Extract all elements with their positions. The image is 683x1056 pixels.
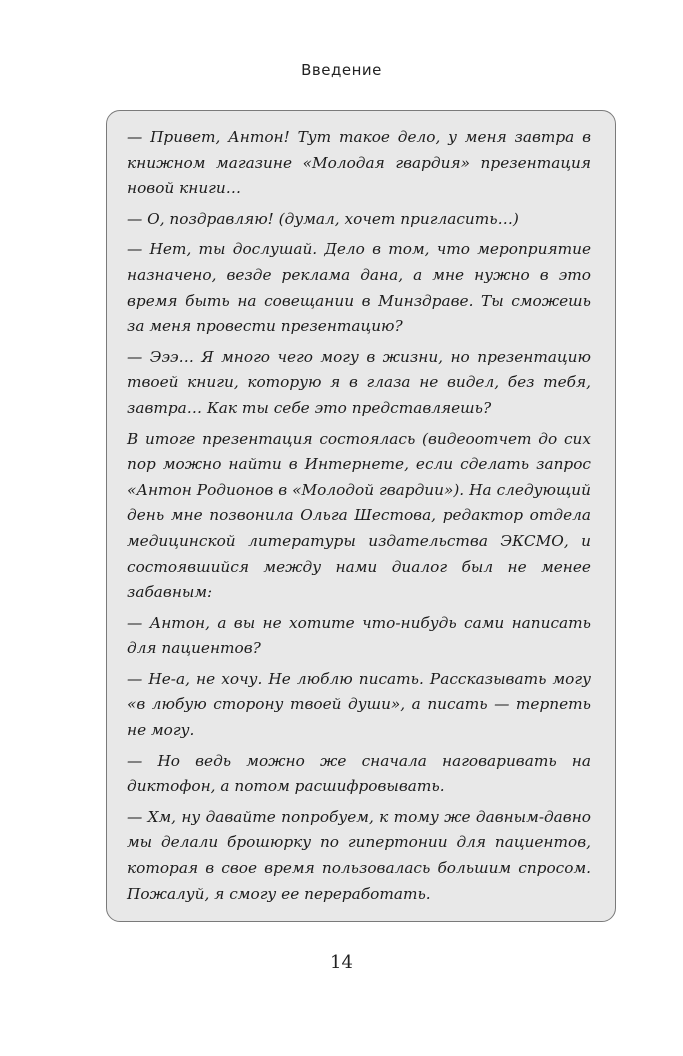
dialogue-paragraph-4: — Эээ… Я много чего могу в жизни, но презентацию твоей книги, которую я в глаза не видел, без тебя, завтра… Как ты себе это представляешь?	[127, 347, 591, 417]
dialogue-paragraph-8: — Хм, ну давайте попробуем, к тому же давным-давно мы делали брошюрку по гипертонии для пациентов, которая в свое время пользовалась большим спросом. Пожалуй, я смогу ее переработать.	[127, 807, 591, 903]
running-head: Введение	[301, 61, 382, 79]
page-number: 14	[330, 952, 353, 973]
dialogue-paragraph-6: — Не-а, не хочу. Не люблю писать. Рассказывать могу «в любую сторону твоей души», а писать — терпеть не могу.	[127, 669, 591, 740]
dialogue-box	[106, 110, 616, 922]
dialogue-paragraph-2: — О, поздравляю! (думал, хочет пригласить…)	[127, 209, 519, 228]
dialogue-paragraph-5: — Антон, а вы не хотите что-нибудь сами написать для пациентов?	[127, 613, 591, 658]
dialogue-paragraph-1: — Привет, Антон! Тут такое дело, у меня завтра в книжном магазине «Молодая гвардия» презентация новой книги…	[127, 128, 591, 198]
dialogue-paragraph-7: — Но ведь можно же сначала наговаривать на диктофон, а потом расшифровывать.	[127, 751, 591, 796]
dialogue-paragraph-3: — Нет, ты дослушай. Дело в том, что мероприятие назначено, везде реклама дана, а мне нужно в это время быть на совещании в Минздраве. Ты сможешь за меня провести презентацию?	[127, 240, 591, 336]
narrative-paragraph: В итоге презентация состоялась (видеоотчет до сих пор можно найти в Интернете, если сделать запрос «Антон Родионов в «Молодой гвардии»). На следующий день мне позвонила Ольга Шестова, редактор отдела медицинской литературы издательства ЭКСМО, и состоявшийся между нами диалог был не менее забавным:	[127, 429, 591, 602]
